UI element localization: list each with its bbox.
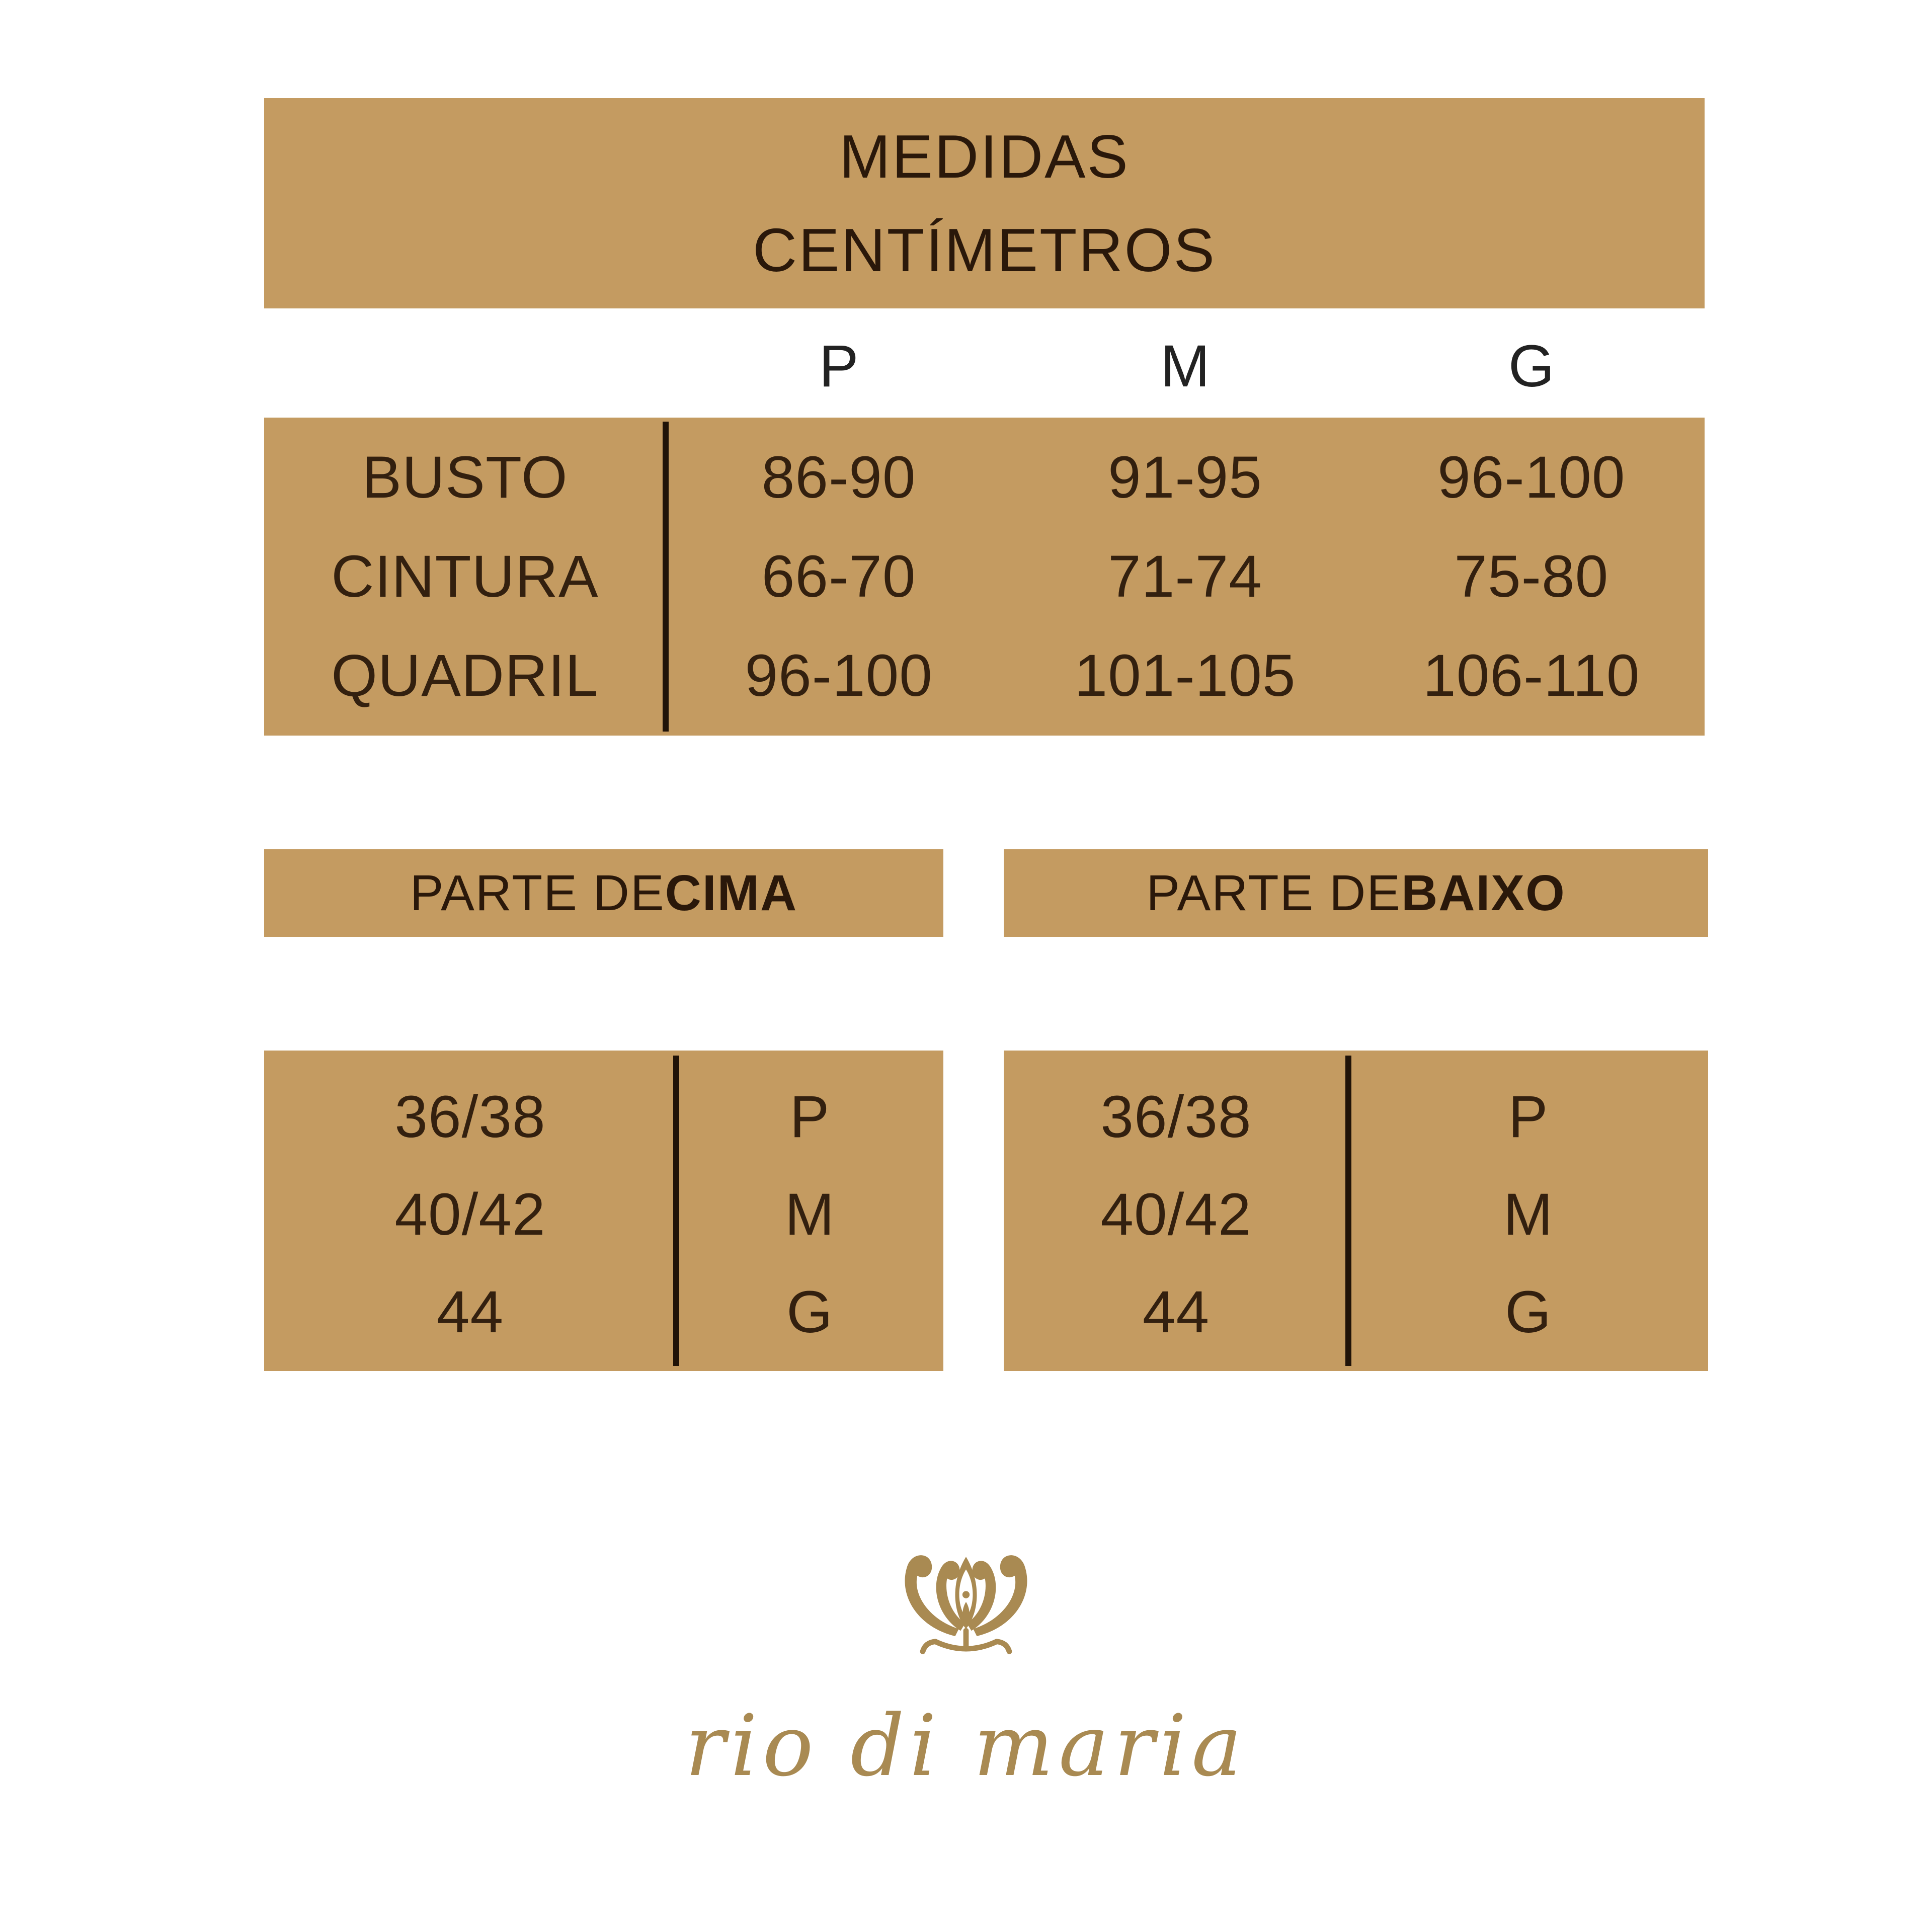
row-label-cintura: CINTURA [331,543,599,610]
size-header-m: M [1160,333,1210,399]
parte-de-baixo-header [1004,849,1708,937]
brand-logo [0,1530,1932,1795]
quadril-m-value: 101-105 [1074,642,1296,709]
cima-letter-1: P [789,1084,830,1150]
row-label-quadril: QUADRIL [331,642,599,709]
baixo-letter-2: M [1503,1181,1554,1248]
cintura-m-value: 71-74 [1108,543,1262,610]
measurements-title: MEDIDAS [839,122,1130,191]
parte-de-cima-table [264,1051,943,1371]
cintura-p-value: 66-70 [761,543,916,610]
table-divider-line [663,422,669,732]
cima-letter-2: M [784,1181,835,1248]
parte-de-cima-header [264,849,943,937]
measurements-subtitle: CENTÍMETROS [753,216,1216,284]
parte-de-baixo-emphasis: BAIXO [1401,864,1566,921]
parte-de-baixo-prefix: PARTE DE [1146,864,1402,921]
busto-p-value: 86-90 [761,444,916,511]
cima-number-2: 40/42 [394,1181,546,1248]
quadril-p-value: 96-100 [745,642,933,709]
baixo-number-1: 36/38 [1100,1084,1252,1150]
brand-name: rio di maria [685,1697,1247,1795]
baixo-table-divider-line [1345,1056,1351,1366]
busto-m-value: 91-95 [1108,444,1262,511]
size-header-p: P [819,333,859,399]
cima-number-3: 44 [436,1279,504,1345]
parte-de-cima-prefix: PARTE DE [410,864,665,921]
cima-number-1: 36/38 [394,1084,546,1150]
size-header-g: G [1508,333,1555,399]
parte-de-cima-emphasis: CIMA [665,864,798,921]
busto-g-value: 96-100 [1437,444,1626,511]
parte-de-baixo-table [1004,1051,1708,1371]
quadril-g-value: 106-110 [1423,642,1640,709]
measurements-table [264,418,1705,736]
cima-table-divider-line [673,1056,679,1366]
baixo-number-2: 40/42 [1100,1181,1252,1248]
size-header-row [666,316,1705,417]
measurements-header-block [264,98,1705,308]
cima-letter-3: G [786,1279,833,1345]
baixo-letter-1: P [1508,1084,1549,1150]
row-label-busto: BUSTO [362,444,568,511]
cintura-g-value: 75-80 [1454,543,1609,610]
lotus-flower-icon [858,1530,1074,1691]
baixo-letter-3: G [1505,1279,1552,1345]
baixo-number-3: 44 [1142,1279,1210,1345]
